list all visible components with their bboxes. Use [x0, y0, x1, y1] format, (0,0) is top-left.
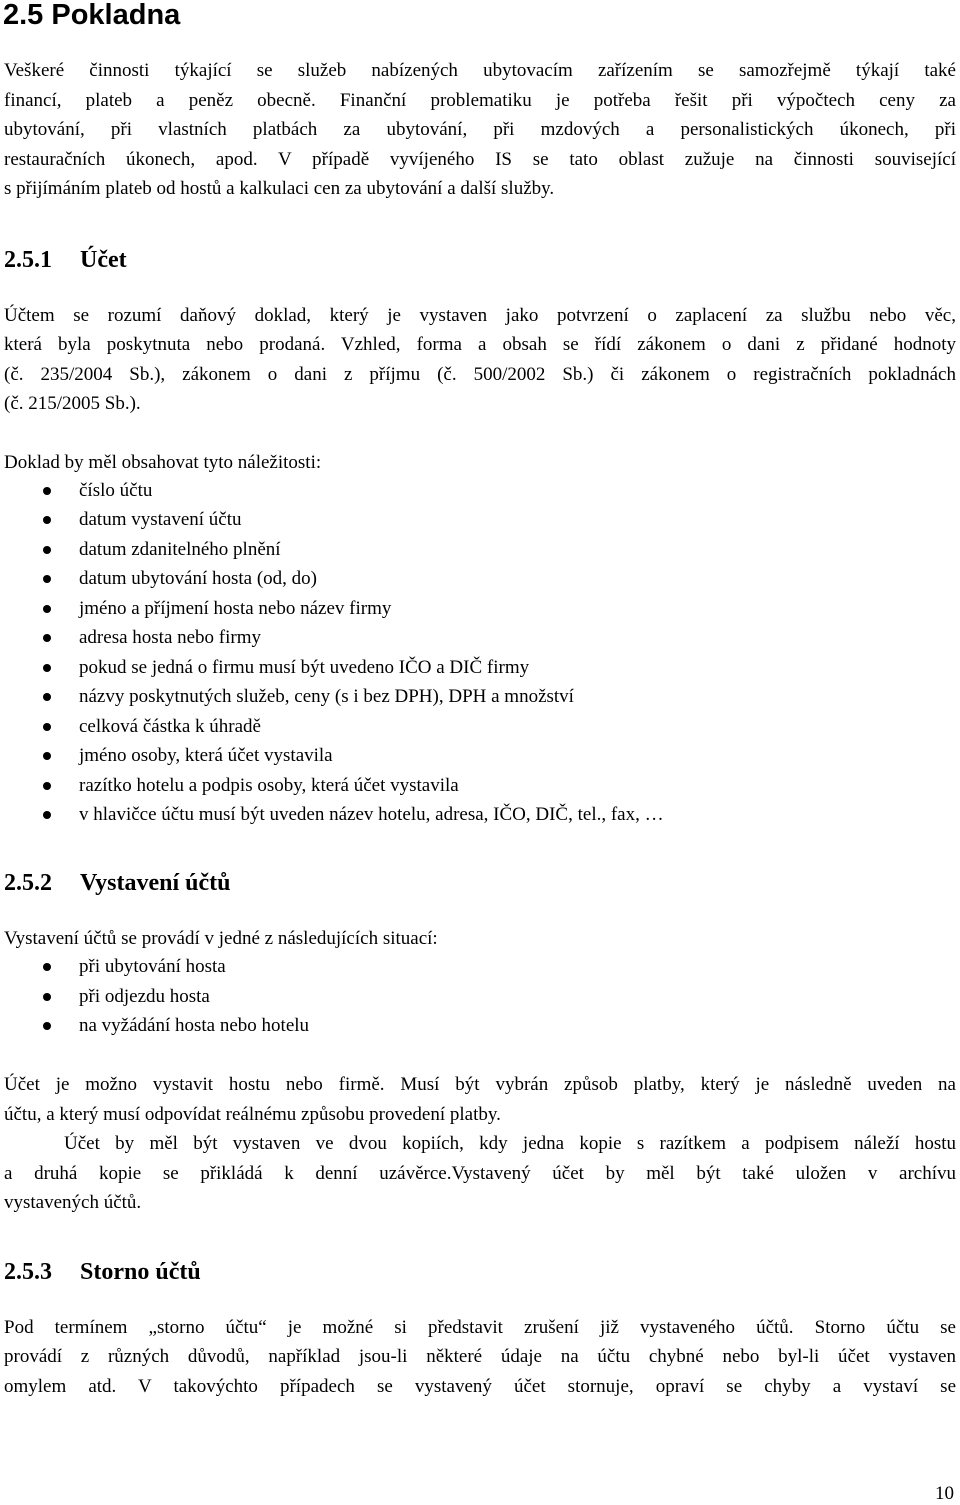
- subsection-heading-ucet: [4, 246, 127, 274]
- paragraph-line: a druhá kopie se přikládá k denní uzávěrce.Vystavený účet by měl být také uložen v archívu: [4, 1163, 956, 1184]
- section-title: 2.5 Pokladna: [3, 0, 181, 31]
- subsection-title: Storno účtů: [80, 1259, 201, 1285]
- list-item: datum ubytování hosta (od, do): [79, 568, 317, 589]
- list-item: v hlavičce účtu musí být uveden název hotelu, adresa, IČO, DIČ, tel., fax, …: [79, 804, 664, 825]
- intro-line: s přijímáním plateb od hostů a kalkulaci cen za ubytování a další služby.: [4, 178, 555, 199]
- subsection-number: 2.5.1: [4, 247, 52, 273]
- bullet-icon: [43, 782, 51, 790]
- list-item: celková částka k úhradě: [79, 716, 261, 737]
- intro-line: Veškeré činnosti týkající se služeb nabízených ubytovacím zařízením se samozřejmě týkají také: [4, 60, 956, 81]
- list-item: na vyžádání hosta nebo hotelu: [79, 1015, 310, 1036]
- bullet-icon: [43, 1022, 51, 1030]
- list-intro: Doklad by měl obsahovat tyto náležitosti:: [4, 452, 322, 473]
- paragraph-line: účtu, a který musí odpovídat reálnému způsobu provedení platby.: [4, 1104, 501, 1125]
- subsection-title: Účet: [80, 247, 127, 273]
- bullet-icon: [43, 723, 51, 731]
- storno-line: provádí z různých důvodů, například jsou-li některé údaje na účtu chybné nebo byl-li účet vystaven: [4, 1346, 956, 1367]
- intro-line: restauračních úkonech, apod. V případě vyvíjeného IS se tato oblast zužuje na činnosti související: [4, 149, 956, 170]
- bullet-icon: [43, 487, 51, 495]
- ucet-line: Účtem se rozumí daňový doklad, který je vystaven jako potvrzení o zaplacení za službu nebo věc,: [4, 305, 956, 326]
- bullet-icon: [43, 634, 51, 642]
- list-item: adresa hosta nebo firmy: [79, 627, 262, 648]
- bullet-icon: [43, 516, 51, 524]
- list-item: jméno osoby, která účet vystavila: [79, 745, 333, 766]
- subsection-heading-vystaveni: [4, 869, 230, 897]
- list-item: číslo účtu: [79, 480, 153, 501]
- list-item: při odjezdu hosta: [79, 986, 210, 1007]
- list-item: názvy poskytnutých služeb, ceny (s i bez DPH), DPH a množství: [79, 686, 574, 707]
- bullet-icon: [43, 693, 51, 701]
- ucet-line: která byla poskytnuta nebo prodaná. Vzhled, forma a obsah se řídí zákonem o dani z přidané hodnoty: [4, 334, 956, 355]
- bullet-icon: [43, 811, 51, 819]
- bullet-icon: [43, 546, 51, 554]
- intro-line: financí, plateb a peněz obecně. Finanční problematiku je potřeba řešit při výpočtech ceny za: [4, 90, 956, 111]
- subsection-heading-storno: [4, 1258, 201, 1286]
- paragraph-line: Účet je možno vystavit hostu nebo firmě. Musí být vybrán způsob platby, který je následně uveden na: [4, 1074, 956, 1095]
- subsection-number: 2.5.3: [4, 1259, 52, 1285]
- paragraph-line: Účet by měl být vystaven ve dvou kopiích, kdy jedna kopie s razítkem a podpisem náleží hostu: [64, 1133, 956, 1154]
- bullet-icon: [43, 993, 51, 1001]
- storno-line: Pod termínem „storno účtu“ je možné si představit zrušení již vystaveného účtů. Storno účtu se: [4, 1317, 956, 1338]
- bullet-icon: [43, 752, 51, 760]
- list-item: při ubytování hosta: [79, 956, 226, 977]
- paragraph-line: vystavených účtů.: [4, 1192, 142, 1213]
- page-number: 10: [935, 1483, 954, 1504]
- storno-line: omylem atd. V takovýchto případech se vystavený účet stornuje, opraví se chyby a vystaví se: [4, 1376, 956, 1397]
- list-item: datum zdanitelného plnění: [79, 539, 281, 560]
- subsection-title: Vystavení účtů: [80, 870, 231, 896]
- list-item: jméno a příjmení hosta nebo název firmy: [79, 598, 392, 619]
- list-item: pokud se jedná o firmu musí být uvedeno IČO a DIČ firmy: [79, 657, 530, 678]
- list-item: razítko hotelu a podpis osoby, která účet vystavila: [79, 775, 459, 796]
- ucet-line: (č. 215/2005 Sb.).: [4, 393, 141, 414]
- bullet-icon: [43, 963, 51, 971]
- subsection-number: 2.5.2: [4, 870, 52, 896]
- list-intro: Vystavení účtů se provádí v jedné z následujících situací:: [4, 928, 438, 949]
- bullet-icon: [43, 664, 51, 672]
- ucet-line: (č. 235/2004 Sb.), zákonem o dani z příjmu (č. 500/2002 Sb.) či zákonem o registračních pokladnách: [4, 364, 956, 385]
- bullet-icon: [43, 605, 51, 613]
- intro-line: ubytování, při vlastních platbách za ubytování, při mzdových a personalistických úkonech, při: [4, 119, 956, 140]
- bullet-icon: [43, 575, 51, 583]
- list-item: datum vystavení účtu: [79, 509, 242, 530]
